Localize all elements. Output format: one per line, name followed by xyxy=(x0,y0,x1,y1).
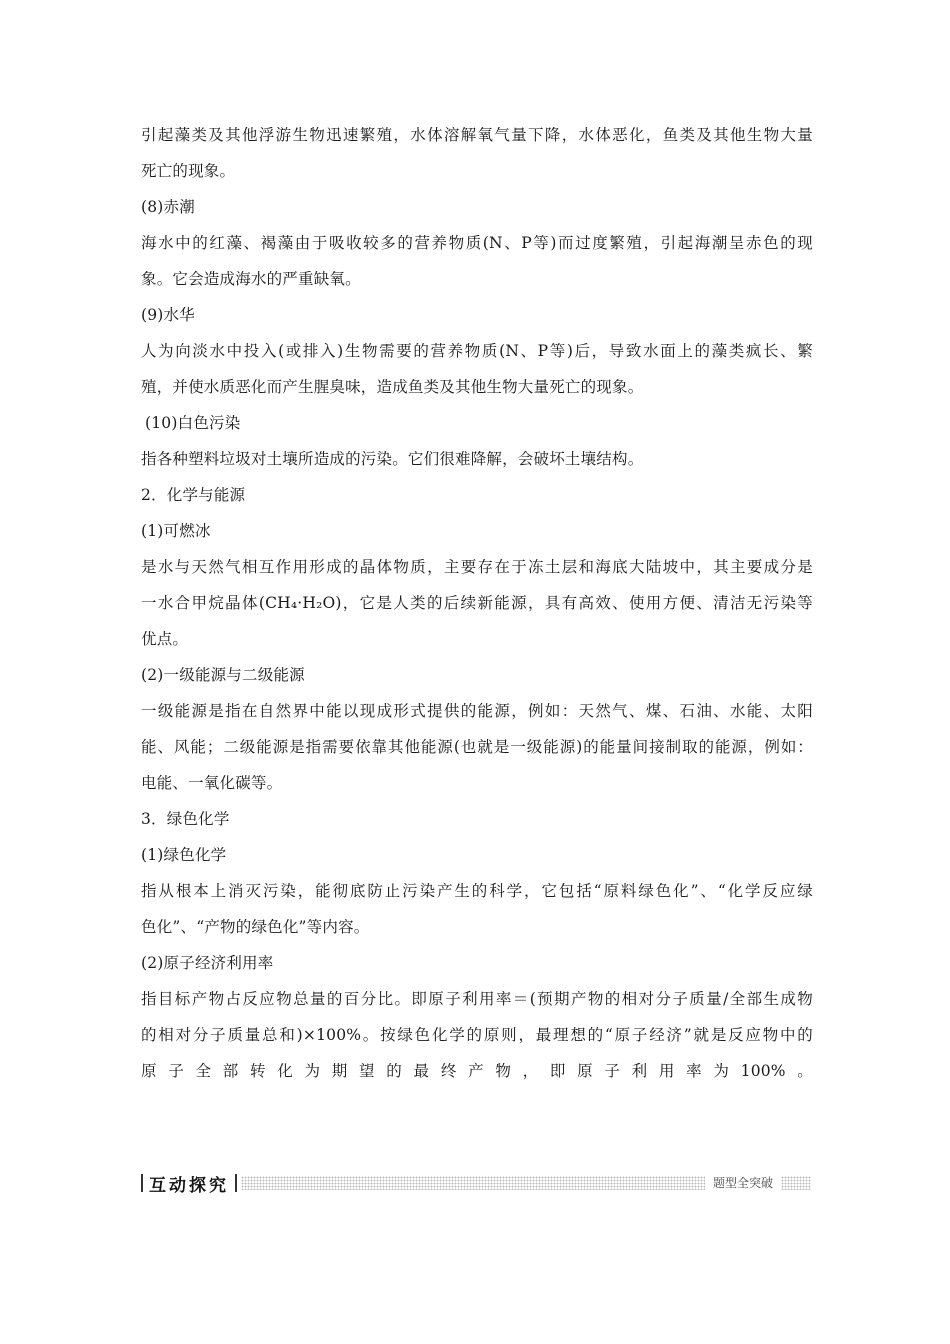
paragraph-line: 指各种塑料垃圾对土壤所造成的污染。它们很难降解，会破坏土壤结构。 xyxy=(141,450,644,468)
paragraph-line: 的相对分子质量总和)×100%。按绿色化学的原则，最理想的“原子经济”就是反应物中的 xyxy=(141,1026,813,1044)
section-heading: (2)一级能源与二级能源 xyxy=(141,666,305,684)
paragraph-line: 死亡的现象。 xyxy=(141,162,236,180)
paragraph-line: 人为向淡水中投入(或排入)生物需要的营养物质(N、P等)后，导致水面上的藻类疯长、繁 xyxy=(141,342,813,360)
paragraph-line: 是水与天然气相互作用形成的晶体物质，主要存在于冻土层和海底大陆坡中，其主要成分是 xyxy=(141,558,813,576)
paragraph-line: 殖，并使水质恶化而产生腥臭味，造成鱼类及其他生物大量死亡的现象。 xyxy=(141,378,644,396)
paragraph-line: 一水合甲烷晶体(CH₄·H₂O)，它是人类的后续新能源，具有高效、使用方便、清洁无污染等 xyxy=(141,594,813,612)
section-heading: 3．绿色化学 xyxy=(141,810,230,828)
paragraph-line: 指目标产物占反应物总量的百分比。即原子利用率＝(预期产物的相对分子质量/全部生成物 xyxy=(141,990,813,1008)
banner-subtitle: 题型全突破 xyxy=(705,1176,781,1190)
paragraph-line: 引起藻类及其他浮游生物迅速繁殖，水体溶解氧气量下降，水体恶化，鱼类及其他生物大量 xyxy=(141,126,813,144)
text-body xyxy=(141,117,813,1089)
banner-dotted-rule xyxy=(241,1176,811,1190)
paragraph-line: 能、风能；二级能源是指需要依靠其他能源(也就是一级能源)的能量间接制取的能源，例如： xyxy=(141,738,813,756)
section-heading: (10)白色污染 xyxy=(145,414,241,432)
paragraph-line: 电能、一氧化碳等。 xyxy=(141,774,283,792)
section-heading: 2．化学与能源 xyxy=(141,486,246,504)
paragraph-line: 一级能源是指在自然界中能以现成形式提供的能源，例如：天然气、煤、石油、水能、太阳 xyxy=(141,702,813,720)
section-heading: (1)可燃冰 xyxy=(141,522,211,540)
paragraph-line: 指从根本上消灭污染，能彻底防止污染产生的科学，它包括“原料绿色化”、“化学反应绿 xyxy=(141,882,813,900)
paragraph-line: 色化”、“产物的绿色化”等内容。 xyxy=(141,918,370,936)
paragraph-line: 优点。 xyxy=(141,630,189,648)
paragraph-line: 海水中的红藻、褐藻由于吸收较多的营养物质(N、P等)而过度繁殖，引起海潮呈赤色的现 xyxy=(141,234,813,252)
banner-right-mark xyxy=(235,1174,237,1192)
section-heading: (1)绿色化学 xyxy=(141,846,227,864)
section-heading: (2)原子经济利用率 xyxy=(141,954,274,972)
paragraph-line: 象。它会造成海水的严重缺氧。 xyxy=(141,270,361,288)
section-heading: (8)赤潮 xyxy=(141,198,195,216)
section-banner xyxy=(141,1170,811,1196)
paragraph-line: 原子全部转化为期望的最终产物，即原子利用率为100%。 xyxy=(141,1062,813,1080)
banner-title: 互动探究 xyxy=(149,1175,229,1196)
section-heading: (9)水华 xyxy=(141,306,195,324)
